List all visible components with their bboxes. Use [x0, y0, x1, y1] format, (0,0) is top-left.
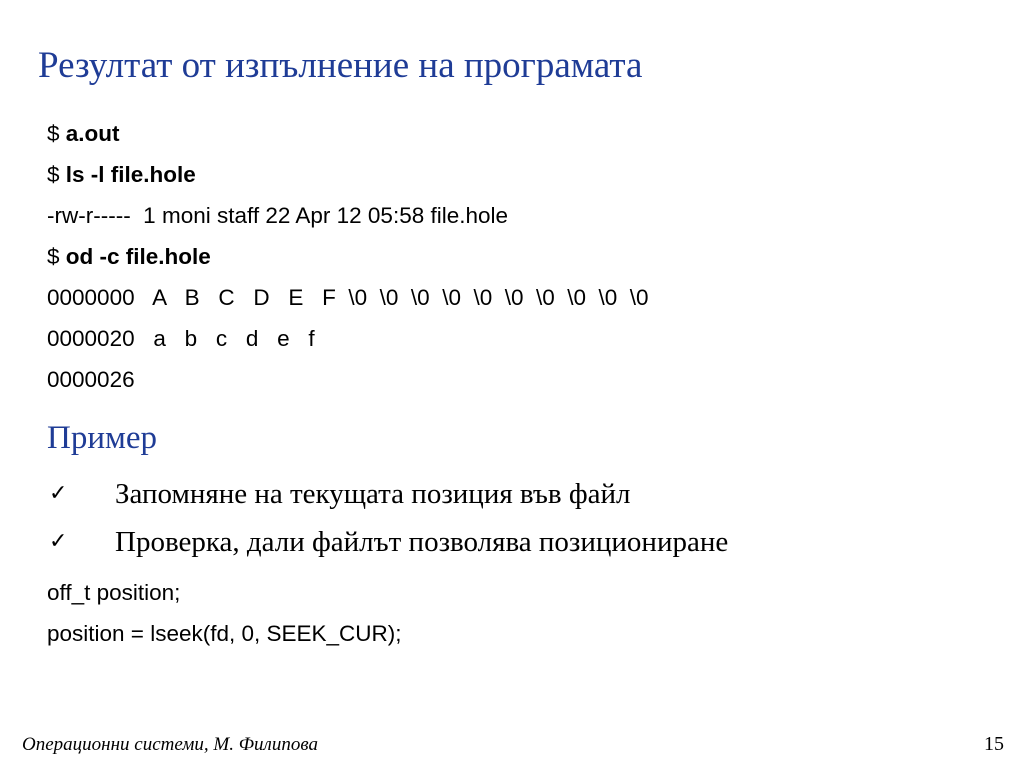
- section-heading: Пример: [47, 420, 158, 456]
- terminal-line: 0000026: [47, 367, 135, 392]
- prompt: $: [47, 162, 66, 187]
- prompt: $: [47, 121, 66, 146]
- command: a.out: [65, 121, 120, 146]
- bullet-text: Проверка, дали файлът позволява позициониране: [115, 526, 729, 558]
- terminal-line: [47, 154, 649, 195]
- checkmark-icon: ✓: [49, 481, 68, 506]
- terminal-output: [47, 113, 649, 400]
- slide-title: Резултат от изпълнение на програмата: [38, 45, 643, 86]
- terminal-line: -rw-r----- 1 moni staff 22 Apr 12 05:58 file.hole: [47, 203, 509, 228]
- checkmark-icon: ✓: [49, 529, 68, 554]
- code-line: position = lseek(fd, 0, SEEK_CUR);: [47, 621, 402, 646]
- command: od -c file.hole: [65, 244, 211, 269]
- terminal-line: 0000000 A B C D E F \0 \0 \0 \0 \0 \0 \0 \0 \0 \0: [47, 285, 649, 310]
- code-snippet: [47, 572, 402, 654]
- command: ls -l file.hole: [65, 162, 196, 187]
- bullet-text: Запомняне на текущата позиция във файл: [115, 478, 631, 510]
- prompt: $: [47, 244, 66, 269]
- terminal-line: 0000020 a b c d e f: [47, 326, 315, 351]
- terminal-line: [47, 113, 649, 154]
- page-number: 15: [984, 733, 1004, 755]
- code-line: off_t position;: [47, 580, 181, 605]
- footer-author: Операционни системи, М. Филипова: [22, 734, 318, 755]
- terminal-line: [47, 236, 649, 277]
